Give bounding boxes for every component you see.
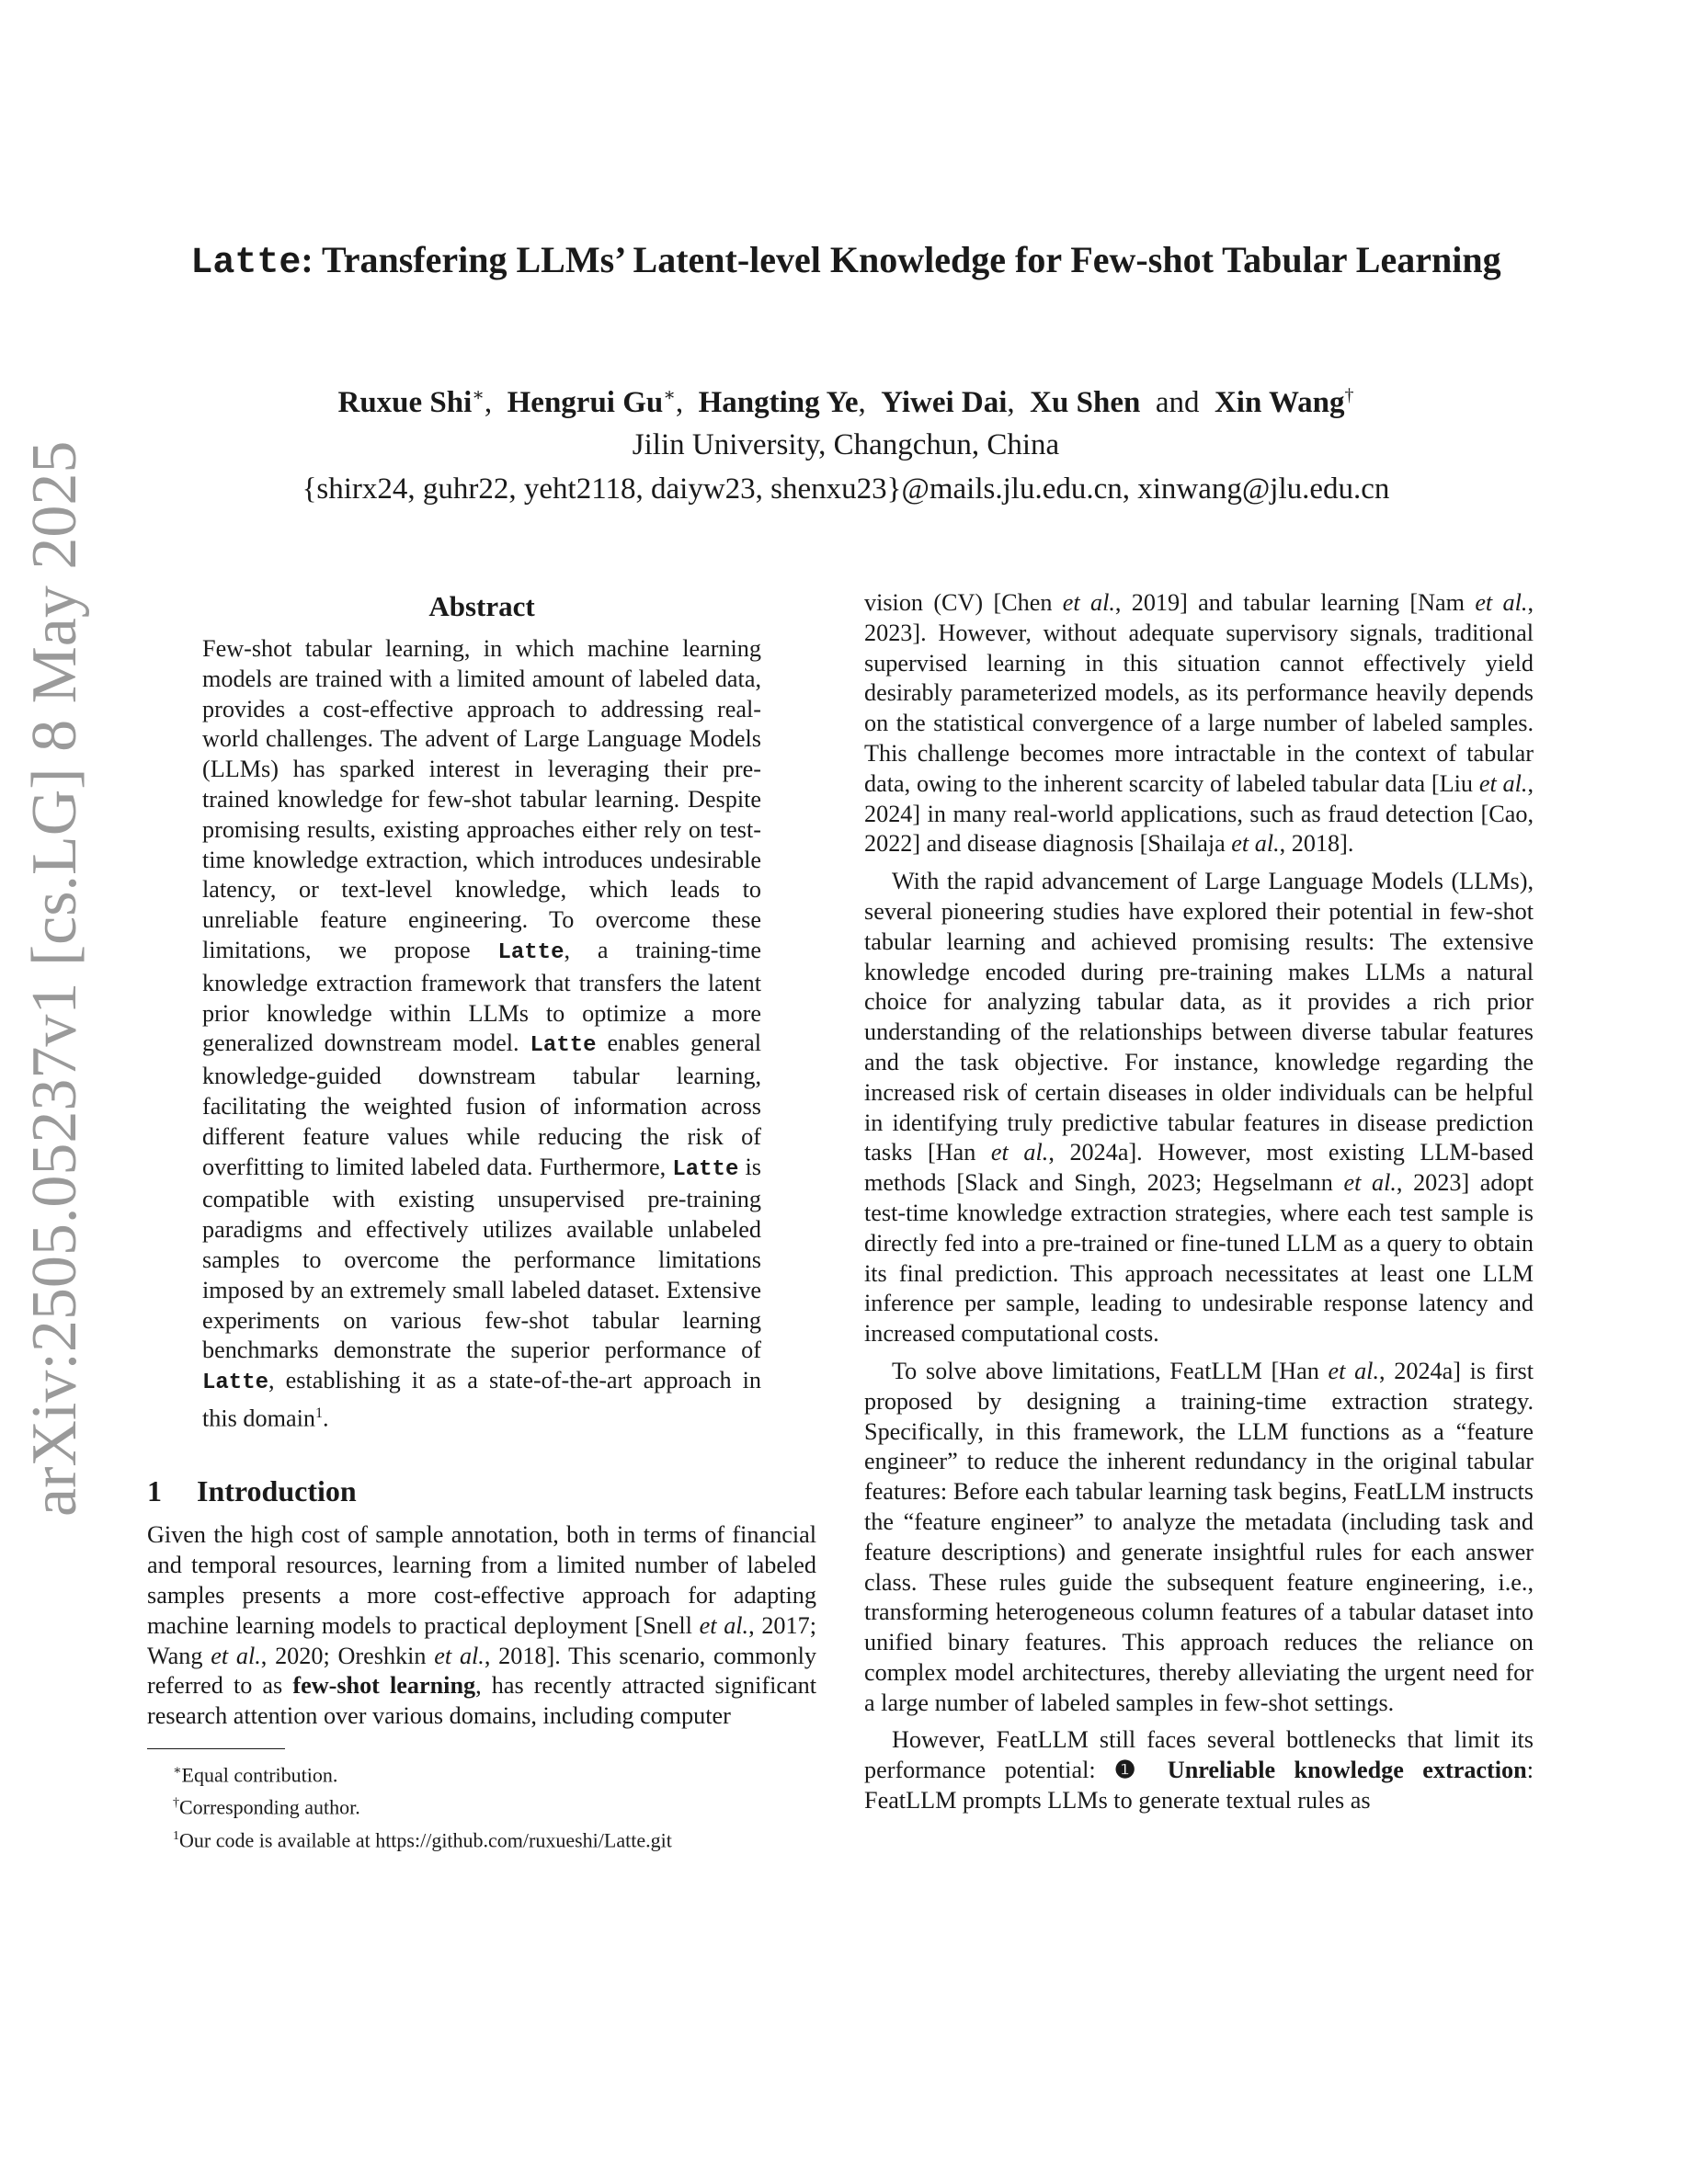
author-separator: , [1007, 386, 1015, 419]
body-paragraph: To solve above limitations, FeatLLM [Han et al., 2024a] is first proposed by designing a training-time extraction strategy. Specifically, in this framework, the LLM functions as a “feature engineer” to reduce the inherent redundancy in the original tabular features: Before each tabular learning task begins, FeatLLM instructs the “feature engineer” to analyze the metadata (including task and feature descriptions) and generate insightful rules for each answer class. These rules guide the subsequent feature engineering, i.e., transforming heterogeneous column features of a tabular dataset into unified binary features. This approach reduces the reliance on complex model architectures, thereby alleviating the urgent need for a large number of labeled samples in few-shot settings. [864, 1357, 1534, 1716]
author-name: Hengrui Gu [507, 386, 664, 419]
abstract-sentence: enables general knowledge-guided downstream tabular learning, facilitating the weighted fusion of information across different feature values while reducing the risk of overfitting to limited labeled data. Furthermore, [202, 1029, 762, 1180]
author-name: Xu Shen [1030, 386, 1141, 419]
key-term: few-shot learning [292, 1672, 476, 1700]
footnotes [147, 1757, 816, 1854]
affiliation: Jilin University, Changchun, China [632, 428, 1060, 461]
section-title: Introduction [197, 1474, 357, 1508]
author-list [184, 375, 1508, 423]
footnote: †Corresponding author. [173, 1795, 360, 1819]
equal-contribution-mark: ∗ [472, 385, 485, 405]
author-separator: , [858, 386, 866, 419]
author-emails: {shirx24, guhr22, yeht2118, daiyw23, shenxu23}@mails.jlu.edu.cn, xinwang@jlu.edu.cn [302, 472, 1390, 506]
author-separator: , [675, 386, 684, 419]
abstract-sentence: , establishing it as a state-of-the-art approach in this domain [202, 1367, 761, 1432]
abstract-heading: Abstract [428, 590, 535, 622]
author-name: Yiwei Dai [881, 386, 1008, 419]
author-name: Ruxue Shi [337, 386, 473, 419]
author-name: Xin Wang [1214, 386, 1345, 419]
author-separator: , [484, 386, 493, 419]
method-name: Latte [530, 1033, 597, 1059]
section-heading-introduction [147, 1473, 816, 1509]
right-column [864, 588, 1534, 1816]
bottleneck-label: ❶ Unreliable knowledge extraction [1114, 1757, 1527, 1784]
footnote-mark: 1 [314, 1405, 323, 1421]
abstract-sentence: , a training-time knowledge extraction framework that transfers the latent prior knowledge within LLMs to optimize a more generalized downstream model. [202, 936, 761, 1057]
equal-contribution-mark: ∗ [663, 385, 676, 405]
abstract-sentence: . [322, 1405, 329, 1432]
body-paragraph: However, FeatLLM still faces several bottlenecks that limit its performance potential: ❶ Unreliable knowledge extraction: FeatLLM prompts LLMs to generate textual rules as [864, 1726, 1534, 1814]
author-name: Hangting Ye [698, 386, 859, 419]
abstract-sentence: is compatible with existing unsupervised pre-training paradigms and effectively utilizes available unlabeled samples to overcome the performance limitations imposed by an extremely small labeled dataset. Extensive experiments on various few-shot tabular learning benchmarks demonstrate the superior performance of [202, 1153, 761, 1364]
section-number: 1 [147, 1474, 162, 1508]
paper-title [184, 237, 1508, 287]
body-paragraph: vision (CV) [Chen et al., 2019] and tabular learning [Nam et al., 2023]. However, without adequate supervisory signals, traditional supervised learning in this situation cannot effectively yield desirably parameterized models, as its performance heavily depends on the statistical convergence of a large number of labeled samples. This challenge becomes more intractable in the context of tabular data, owing to the inherent scarcity of labeled tabular data [Liu et al., 2024] in many real-world applications, such as fraud detection [Cao, 2022] and disease diagnosis [Shailaja et al., 2018]. [864, 589, 1534, 858]
footnote: $^1$Our code is available at https://github.com/ruxueshi/Latte.git [173, 1828, 672, 1852]
title-text: : Transfering LLMs’ Latent-level Knowledge for Few-shot Tabular Learning [301, 239, 1501, 280]
abstract-sentence: Few-shot tabular learning, in which machine learning models are trained with a limited amount of labeled data, provides a cost-effective approach to addressing real-world challenges. The advent of Large Language Models (LLMs) has sparked interest in leveraging their pre-trained knowledge for few-shot tabular learning. Despite promising results, existing approaches either rely on test-time knowledge extraction, which introduces undesirable latency, or text-level knowledge, which leads to unreliable feature engineering. To overcome these limitations, we propose [202, 635, 761, 963]
intro-paragraph: Given the high cost of sample annotation, both in terms of financial and temporal resources, learning from a limited number of labeled samples presents a more cost-effective approach for adapting machine learning models to practical deployment [Snell et al., 2017; Wang et al., 2020; Oreshkin et al., 2018]. This scenario, commonly referred to as few-shot learning, has recently attracted significant research attention over various domains, including computer [147, 1521, 816, 1730]
footnote: ∗Equal contribution. [173, 1763, 338, 1787]
method-name: Latte [202, 1371, 269, 1396]
title-method-name: Latte [190, 243, 302, 284]
abstract-text [202, 634, 761, 1434]
body-paragraph: With the rapid advancement of Large Language Models (LLMs), several pioneering studies have explored their potential in few-shot tabular learning and achieved promising results: The extensive knowledge encoded during pre-training makes LLMs a natural choice for analyzing tabular data, as it provides a rich prior understanding of the relationships between diverse tabular features and the task objective. For instance, knowledge regarding the increased risk of certain diseases in older individuals can be helpful in identifying truly predictive tabular features in disease prediction tasks [Han et al., 2024a]. However, most existing LLM-based methods [Slack and Singh, 2023; Hegselmann et al., 2023] adopt test-time knowledge extraction strategies, where each test sample is directly fed into a pre-trained or fine-tuned LLM as a query to obtain its final prediction. This approach necessitates at least one LLM inference per sample, leading to undesirable response latency and increased computational costs. [864, 868, 1534, 1348]
method-name: Latte [672, 1156, 739, 1182]
method-name: Latte [497, 939, 565, 965]
left-column [147, 588, 816, 1854]
arxiv-identifier-stamp: arXiv:2505.05237v1 [cs.LG] 8 May 2025 [19, 440, 90, 1517]
author-conjunction: and [1155, 386, 1200, 419]
corresponding-author-mark: † [1344, 385, 1354, 405]
footnote-divider [147, 1748, 285, 1749]
